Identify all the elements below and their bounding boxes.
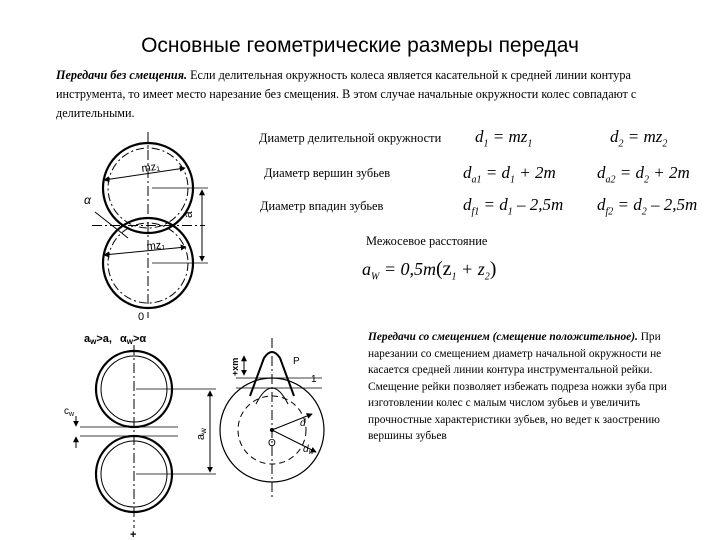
root-formula-1: $d_{f1} = d_1 - 2,5m$ xyxy=(463,195,564,218)
clearance-label: $c_w$ xyxy=(64,406,75,418)
lower-diameter-arrow xyxy=(104,247,186,255)
lower-mz-label: mz₁ xyxy=(146,239,166,253)
tip-diameter-label: Диаметр вершин зубьев xyxy=(264,166,391,180)
offset-text: При нарезании со смещением диаметр начальной окружности не касается средней линии контура инструментальной рейки. Смещение рейки позволяет избежать подреза ножки зуба при изготовлении колес с малым числом зубьев и увеличить прочностные характеристики зубьев, но ведет к заострению вершины зубьев xyxy=(368,331,667,442)
offset-aw-label: aw xyxy=(195,428,208,440)
xm-label: +xm xyxy=(230,357,240,376)
pitch-formula-1: $d_1 = mz_1$ xyxy=(475,127,533,150)
d-label: d xyxy=(300,418,306,429)
intro-text: Если делительная окружность колеса является касательной к средней линии контура инструмента, то имеет место нарезание без смещения. В этом случае начальные окружности колес совпадают с делительными. xyxy=(56,68,637,120)
tip-formula-1: $d_{a1} = d_1 + 2m$ xyxy=(463,163,556,186)
page-title: Основные геометрические размеры передач xyxy=(141,34,579,57)
condition-label: aw>a, αw>α xyxy=(84,333,147,346)
gear-center-point xyxy=(270,428,273,431)
alpha-label: α xyxy=(84,193,91,207)
center-distance-a-label: a xyxy=(181,211,195,218)
plus-label: + xyxy=(130,529,137,540)
o-label: O xyxy=(268,438,276,449)
pitch-formula-2: $d_2 = mz_2$ xyxy=(610,127,668,150)
center-distance-formula: $a_W = 0,5m(z_1 + z_2)$ xyxy=(362,258,497,283)
p-label: P xyxy=(293,356,300,367)
diagram-no-offset xyxy=(92,132,208,318)
root-diameter-label: Диаметр впадин зубьев xyxy=(260,199,384,213)
pitch-diameter-label: Диаметр делительной окружности xyxy=(259,131,442,145)
tip-formula-2: $d_{a2} = d_2 + 2m$ xyxy=(597,163,690,186)
intro-lead: Передачи без смещения. xyxy=(56,68,188,82)
upper-mz-label: mz₁ xyxy=(140,160,161,175)
one-label: 1 xyxy=(311,374,317,385)
offset-lead: Передачи со смещением (смещение положительное). xyxy=(368,331,638,343)
dw-label: $d_w$ xyxy=(303,444,314,456)
center-distance-label: Межосевое расстояние xyxy=(366,234,488,248)
root-formula-2: $d_{f2} = d_2 - 2,5m$ xyxy=(597,195,698,218)
zero-label: 0 xyxy=(138,311,145,323)
